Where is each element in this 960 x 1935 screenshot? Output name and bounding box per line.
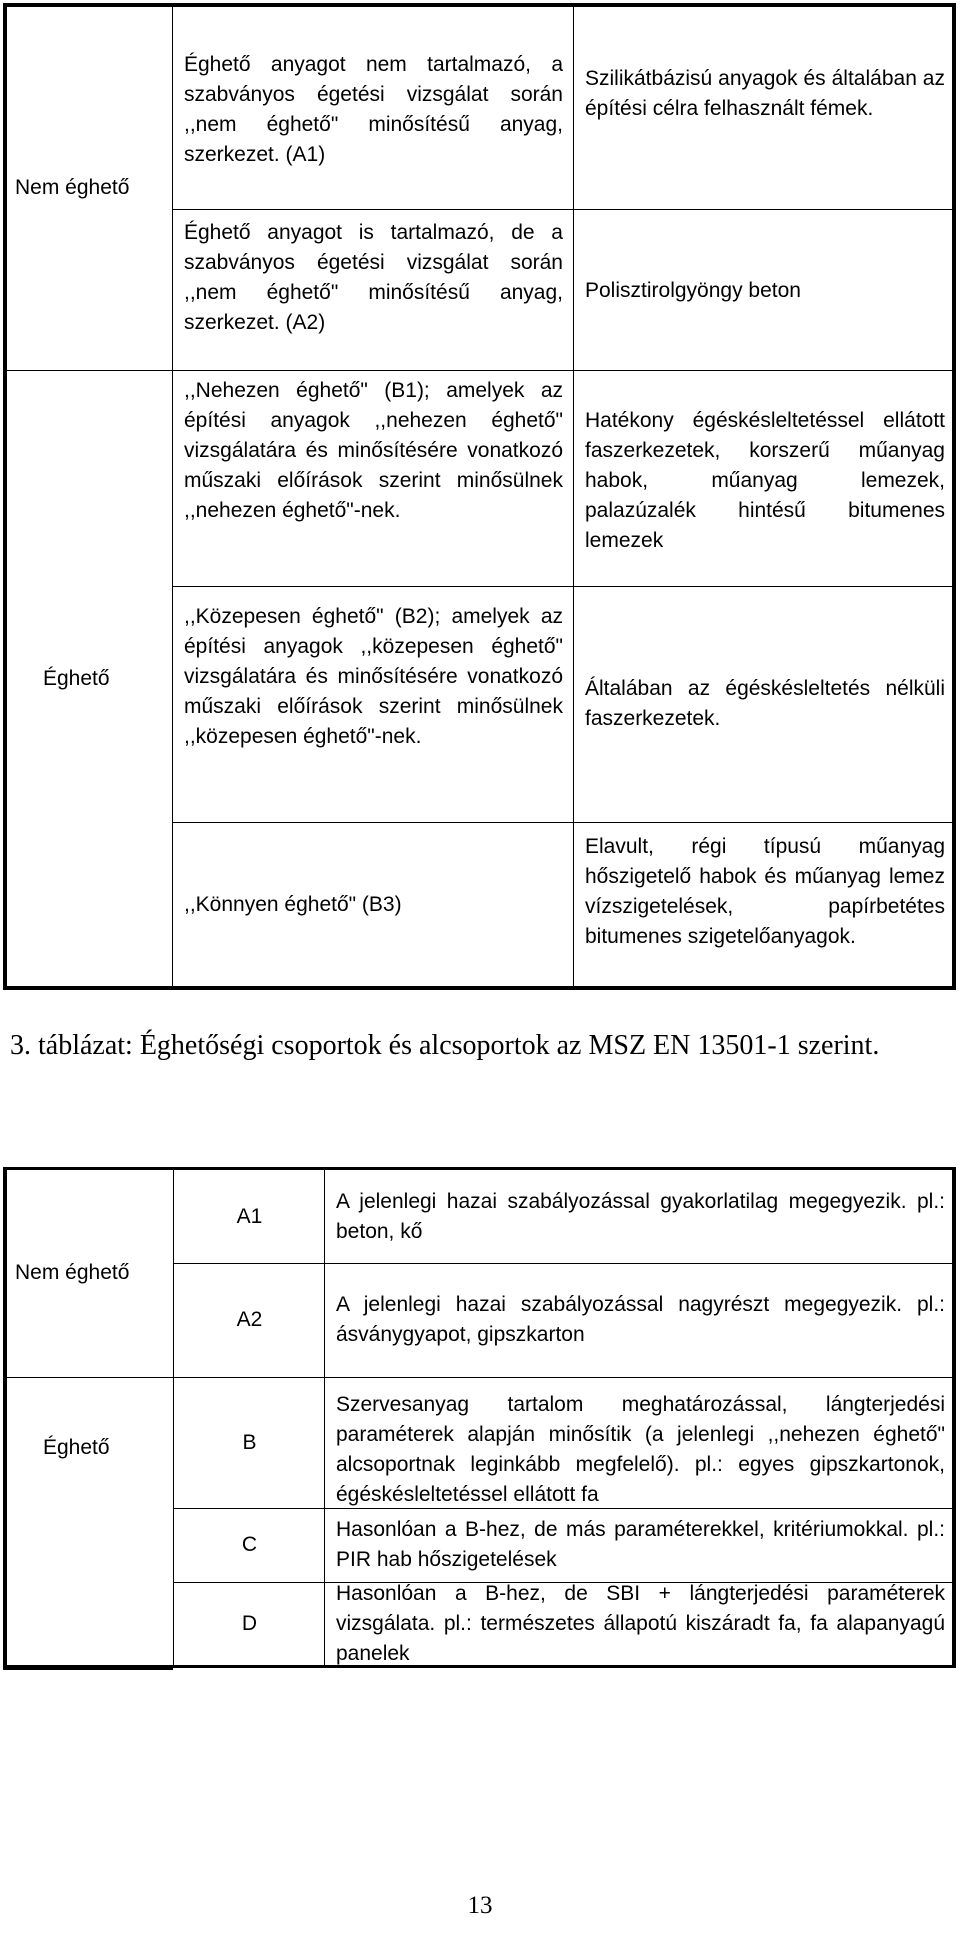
definition-text: ,,Nehezen éghető" (B1); amelyek az építési anyagok ,,nehezen éghető" vizsgálatára és minősítésére vonatkozó műszaki előírások szerint minősülnek ,,nehezen éghető"-nek.: [184, 379, 563, 522]
table-2-code-cell: [175, 1263, 324, 1377]
table-row-definition: [174, 822, 573, 988]
description-text: Hasonlóan a B-hez, de más paraméterekkel, kritériumokkal. pl.: PIR hab hőszigetelések: [336, 1518, 945, 1571]
group-label: Nem éghető: [15, 1261, 130, 1284]
table-1-divider: [573, 5, 574, 988]
table-row-definition: [174, 370, 573, 586]
table-row-examples: [575, 400, 955, 586]
table-2-divider: [324, 1169, 325, 1666]
definition-text: Éghető anyagot is tartalmazó, de a szabványos égetési vizsgálat során ,,nem éghető" minősítésű anyag, szerkezet. (A2): [184, 221, 563, 334]
table-2-code-cell: [175, 1508, 324, 1582]
table-row-definition: [174, 596, 573, 822]
description-text: A jelenlegi hazai szabályozással gyakorlatilag megegyezik. pl.: beton, kő: [336, 1190, 945, 1243]
table-2-description-cell: [326, 1508, 955, 1582]
examples-text: Polisztirolgyöngy beton: [585, 279, 801, 302]
table-2-code-cell: [175, 1582, 324, 1666]
table-2-description-cell: [326, 1384, 955, 1508]
description-text: Hasonlóan a B-hez, de SBI + lángterjedési paraméterek vizsgálata. pl.: természetes állapotú kiszáradt fa, fa alapanyagú panelek: [336, 1582, 945, 1665]
code-label: A1: [236, 1205, 263, 1228]
code-label: B: [242, 1430, 257, 1454]
table-1-row-divider: [172, 209, 955, 210]
page-number: 13: [467, 1892, 493, 1919]
table-2-description-cell: [326, 1582, 955, 1666]
table-1-divider: [172, 5, 173, 988]
examples-text: Általában az égéskésleltetés nélküli faszerkezetek.: [585, 677, 945, 730]
group-label: Éghető: [43, 1436, 110, 1459]
code-label: C: [241, 1533, 258, 1556]
table-row-examples: [575, 58, 955, 209]
table-2-group-nem-eghető: [5, 1169, 173, 1377]
examples-text: Elavult, régi típusú műanyag hőszigetelő habok és műanyag lemez vízszigetelések, papírbetétes bitumenes szigetelőanyagok.: [585, 835, 945, 948]
group-label: Éghető: [43, 667, 110, 690]
definition-text: ,,Közepesen éghető" (B2); amelyek az építési anyagok ,,közepesen éghető" vizsgálatára és minősítésére vonatkozó műszaki előírások szerint minősülnek ,,közepesen éghető"-nek.: [184, 605, 563, 748]
table-row-definition: [174, 44, 573, 209]
table-2-bottom-accent: [3, 1666, 173, 1670]
examples-text: Hatékony égéskésleltetéssel ellátott faszerkezetek, korszerű műanyag habok, műanyag lemezek, palazúzalék hintésű bitumenes lemezek: [585, 409, 945, 552]
table-caption: [10, 1011, 930, 1081]
code-label: D: [241, 1612, 258, 1635]
table-row-definition: [174, 212, 573, 370]
table-2-code-cell: [175, 1377, 324, 1508]
table-2-description-cell: [326, 1263, 955, 1377]
examples-text: Szilikátbázisú anyagok és általában az építési célra felhasznált fémek.: [585, 67, 945, 120]
table-2-code-cell: [175, 1171, 324, 1263]
table-2-description-cell: [326, 1171, 955, 1263]
description-text: Szervesanyag tartalom meghatározással, lángterjedési paraméterek alapján minősítik (a jelenlegi ,,nehezen éghető" alcsoportnak leginkább megfelelő). pl.: egyes gipszkartonok, égéskésleltetéssel ellátott fa: [336, 1393, 945, 1506]
description-text: A jelenlegi hazai szabályozással nagyrészt megegyezik. pl.: ásványgyapot, gipszkarton: [336, 1293, 945, 1346]
table-2-group-eghető: [5, 1377, 173, 1666]
group-label: Nem éghető: [15, 175, 130, 199]
table-2-divider: [173, 1169, 174, 1666]
table-row-examples: [575, 586, 955, 822]
code-label: A2: [236, 1308, 263, 1331]
table-1-group-eghető: [5, 370, 172, 988]
definition-text: ,,Könnyen éghető" (B3): [184, 893, 402, 916]
table-1-group-nem-eghető: [5, 5, 172, 370]
table-row-examples: [575, 212, 955, 370]
definition-text: Éghető anyagot nem tartalmazó, a szabványos égetési vizsgálat során ,,nem éghető" minősítésű anyag, szerkezet. (A1): [184, 53, 563, 166]
table-row-examples: [575, 826, 955, 988]
caption-text: 3. táblázat: Éghetőségi csoportok és alcsoportok az MSZ EN 13501-1 szerint.: [10, 1030, 880, 1061]
